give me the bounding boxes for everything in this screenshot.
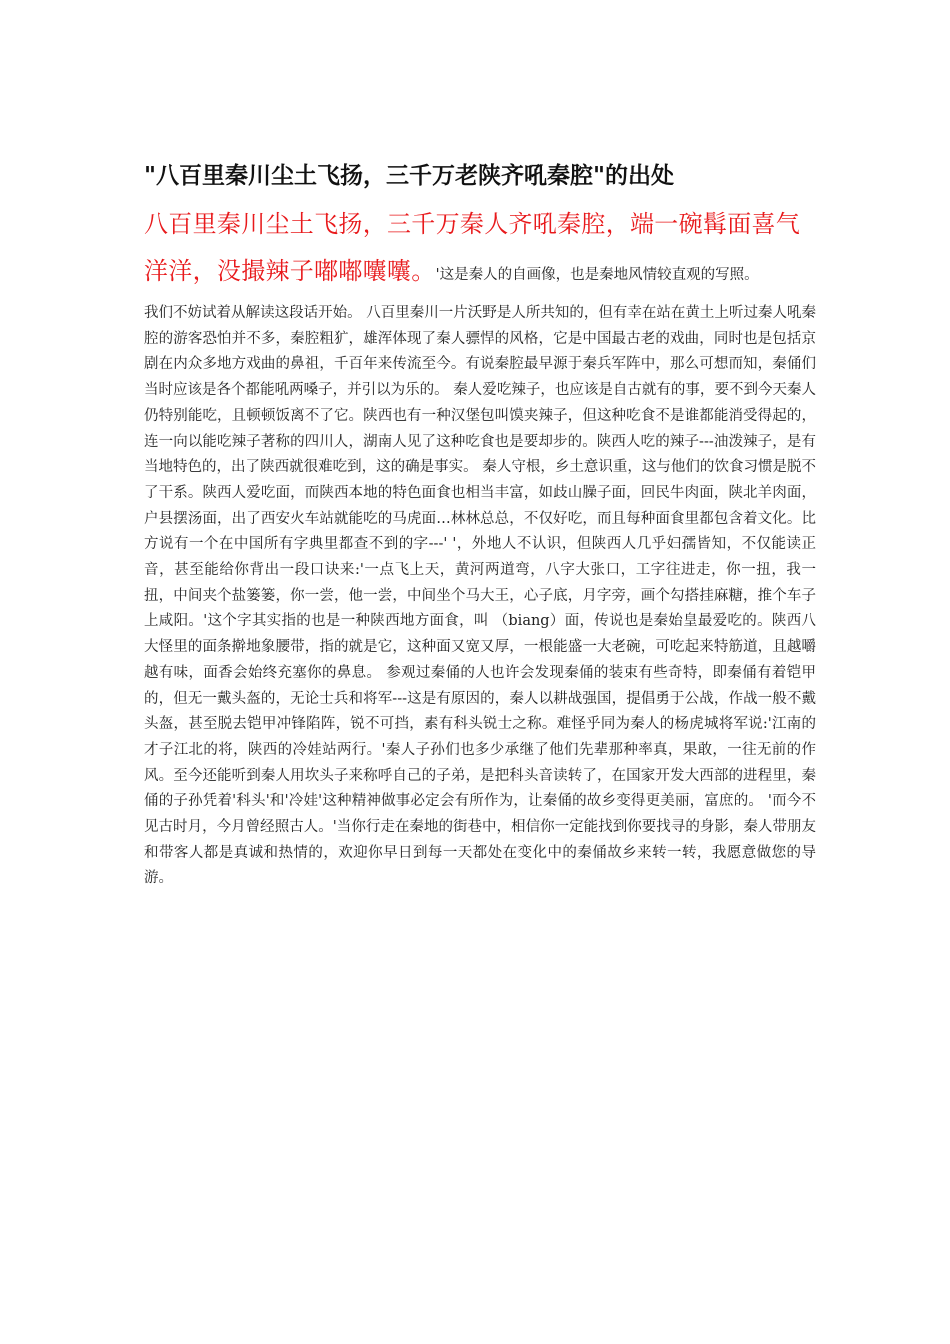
document-title: "八百里秦川尘土飞扬，三千万老陕齐吼秦腔"的出处 bbox=[144, 163, 674, 189]
lead-quote-red: 八百里秦川尘土飞扬，三千万秦人齐吼秦腔，端一碗髯面喜气洋洋，没撮辣子嘟嘟囔囔。 bbox=[144, 210, 801, 285]
document-content bbox=[144, 156, 816, 892]
lead-paragraph bbox=[144, 202, 816, 297]
body-paragraph: 我们不妨试着从解读这段话开始。 八百里秦川一片沃野是人所共知的，但有幸在站在黄土上听过秦人吼秦腔的游客恐怕并不多，秦腔粗犷，雄浑体现了秦人骠悍的风格，它是中国最古老的戏曲，同时也是包括京剧在内众多地方戏曲的鼻祖，千百年来传流至今。有说秦腔最早源于秦兵军阵中，那么可想而知，秦俑们当时应该是各个都能吼两嗓子，并引以为乐的。 秦人爱吃辣子，也应该是自古就有的事，要不到今天秦人仍特别能吃，且顿顿饭离不了它。陕西也有一种汉堡包叫馍夹辣子，但这种吃食不是谁都能消受得起的，连一向以能吃辣子著称的四川人，湖南人见了这种吃食也是要却步的。陕西人吃的辣子---油泼辣子，是有当地特色的，出了陕西就很难吃到，这的确是事实。 秦人守根，乡土意识重，这与他们的饮食习惯是脱不了干系。陕西人爱吃面，而陕西本地的特色面食也相当丰富，如歧山臊子面，回民牛肉面，陕北羊肉面，户县摆汤面，出了西安火车站就能吃的马虎面…林林总总，不仅好吃，而且每种面食里都包含着文化。比方说有一个在中国所有字典里都查不到的字---' '，外地人不认识，但陕西人几乎妇孺皆知，不仅能读正音，甚至能给你背出一段口诀来:'一点飞上天，黄河两道弯，八字大张口，工字往进走，你一扭，我一扭，中间夹个盐篓篓，你一尝，他一尝，中间坐个马大王，心子底，月字旁，画个勾搭挂麻糖，推个车子上咸阳。'这个字其实指的也是一种陕西地方面食，叫 （biang）面，传说也是秦始皇最爱吃的。陕西八大怪里的面条擀地象腰带，指的就是它，这种面又宽又厚，一根能盛一大老碗，可吃起来特筋道，且越嚼越有味，面香会始终充塞你的鼻息。 参观过秦俑的人也许会发现秦俑的装束有些奇特，即秦俑有着铠甲的，但无一戴头盔的，无论士兵和将军---这是有原因的，秦人以耕战强国，提倡勇于公战，作战一般不戴头盔，甚至脱去铠甲冲锋陷阵，锐不可挡，素有科头锐士之称。难怪乎同为秦人的杨虎城将军说:'江南的才子江北的将，陕西的冷娃站两行。'秦人子孙们也多少承继了他们先辈那种率真，果敢，一往无前的作风。至今还能听到秦人用坎头子来称呼自己的子弟，是把科头音读转了，在国家开发大西部的进程里，秦俑的子孙凭着'科头'和'冷娃'这种精神做事必定会有所作为，让秦俑的故乡变得更美丽，富庶的。 '而今不见古时月，今月曾经照古人。'当你行走在秦地的街巷中，相信你一定能找到你要找寻的身影，秦人带朋友和带客人都是真诚和热情的，欢迎你早日到每一天都处在变化中的秦俑故乡来转一转，我愿意做您的导游。 bbox=[144, 305, 816, 887]
lead-quote-explanation: '这是秦人的自画像，也是秦地风情较直观的写照。 bbox=[435, 267, 759, 283]
